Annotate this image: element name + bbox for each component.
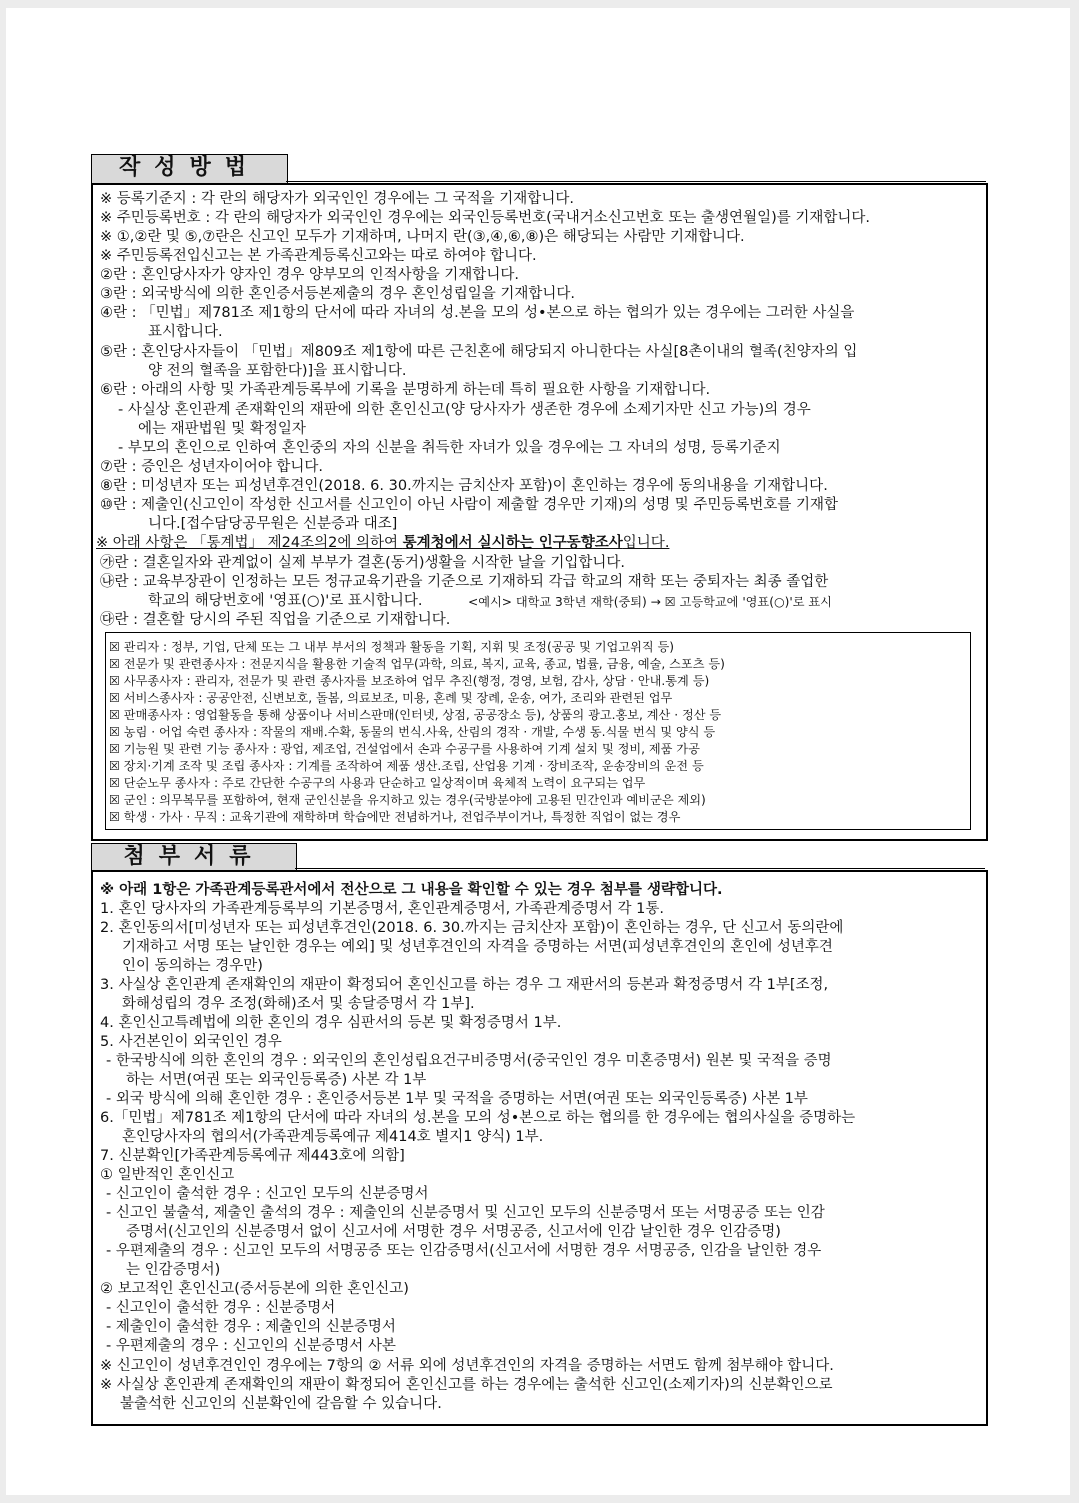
attach-line: ② 보고적인 혼인신고(증서등본에 의한 혼인신고) — [100, 1281, 409, 1297]
method-line: ⑥란 : 아래의 사항 및 가족관계등록부에 기록을 분명하게 하는데 특히 필요한 사항을 기재합니다. — [100, 382, 711, 398]
attach-line: - 우편제출의 경우 : 신고인의 신분증명서 사본 — [106, 1338, 396, 1354]
occupation-item: ☒ 학생 · 가사 · 무직 : 교육기관에 재학하며 학습에만 전념하거나, 전업주부이거나, 특정한 직업이 없는 경우 — [109, 810, 681, 824]
method-line: 표시합니다. — [148, 324, 223, 340]
method-line: 양 전의 혈족을 포함한다)]을 표시합니다. — [148, 363, 407, 379]
attach-line: 기재하고 서명 또는 날인한 경우는 예외] 및 성년후견인의 자격을 증명하는 서면(피성년후견인의 혼인에 성년후견 — [122, 939, 833, 955]
method-line: ②란 : 혼인당사자가 양자인 경우 양부모의 인적사항을 기재합니다. — [100, 267, 519, 283]
method-line: ※ ①,②란 및 ⑤,⑦란은 신고인 모두가 기재하며, 나머지 란(③,④,⑥,⑧)은 해당되는 사람만 기재합니다. — [100, 229, 745, 245]
stats-line: ㉮란 : 결혼일자와 관계없이 실제 부부가 결혼(동거)생활을 시작한 날을 기입합니다. — [100, 555, 626, 571]
attach-line: 2. 혼인동의서[미성년자 또는 피성년후견인(2018. 6. 30.까지는 금치산자 포함)이 혼인하는 경우, 단 신고서 동의란에 — [100, 920, 844, 936]
method-line: ※ 주민등록번호 : 각 란의 해당자가 외국인인 경우에는 외국인등록번호(국내거소신고번호 또는 출생연월일)를 기재합니다. — [100, 210, 870, 226]
attach-line: 7. 신분확인[가족관계등록예규 제443호에 의함] — [100, 1148, 405, 1164]
method-line: ④란 : 「민법」제781조 제1항의 단서에 따라 자녀의 성.본을 모의 성•본으로 하는 협의가 있는 경우에는 그러한 사실을 — [100, 305, 855, 321]
attach-line: - 우편제출의 경우 : 신고인 모두의 서명공증 또는 인감증명서(신고서에 서명한 경우 서명공증, 인감을 날인한 경우 — [106, 1243, 822, 1259]
stats-notice-prefix: ※ 아래 사항은 「통계법」 제24조의2에 의하여 — [96, 535, 403, 551]
attach-line: - 신고인이 출석한 경우 : 신분증명서 — [106, 1300, 336, 1316]
stats-notice-suffix: 입니다. — [622, 535, 670, 551]
stats-line: ㉯란 : 교육부장관이 인정하는 모든 정규교육기관을 기준으로 기재하되 각급 학교의 재학 또는 중퇴자는 최종 졸업한 — [100, 574, 829, 590]
method-line: ⑦란 : 증인은 성년자이어야 합니다. — [100, 459, 324, 475]
attach-line: - 신고인이 출석한 경우 : 신고인 모두의 신분증명서 — [106, 1186, 429, 1202]
attach-line: 1. 혼인 당사자의 가족관계등록부의 기본증명서, 혼인관계증명서, 가족관계증명서 각 1통. — [100, 901, 665, 917]
occupation-item: ☒ 서비스종사자 : 공공안전, 신변보호, 돌봄, 의료보조, 미용, 혼례 및 장례, 운송, 여가, 조리와 관련된 업무 — [109, 691, 673, 705]
attach-line: - 외국 방식에 의해 혼인한 경우 : 혼인증서등본 1부 및 국적을 증명하는 서면(여권 또는 외국인등록증) 사본 1부 — [106, 1091, 808, 1107]
attach-line: 증명서(신고인의 신분증명서 없이 신고서에 서명한 경우 서명공증, 신고서에 인감 날인한 경우 인감증명) — [126, 1224, 781, 1240]
method-line: - 사실상 혼인관계 존재확인의 재판에 의한 혼인신고(양 당사자가 생존한 경우에 소제기자만 신고 가능)의 경우 — [118, 402, 811, 418]
attach-line: ※ 신고인이 성년후견인인 경우에는 7항의 ② 서류 외에 성년후견인의 자격을 증명하는 서면도 함께 첨부해야 합니다. — [100, 1358, 834, 1374]
method-line: ⑧란 : 미성년자 또는 피성년후견인(2018. 6. 30.까지는 금치산자 포함)이 혼인하는 경우에 동의내용을 기재합니다. — [100, 478, 828, 494]
attach-line: 는 인감증명서) — [126, 1262, 221, 1278]
occupation-item: ☒ 장치·기계 조작 및 조립 종사자 : 기계를 조작하여 제품 생산.조립, 산업용 기계 · 장비조작, 운송장비의 운전 등 — [109, 759, 704, 773]
occupation-item: ☒ 전문가 및 관련종사자 : 전문지식을 활용한 기술적 업무(과학, 의료, 복지, 교육, 종교, 법률, 금융, 예술, 스포츠 등) — [109, 657, 725, 671]
attach-line: ① 일반적인 혼인신고 — [100, 1167, 235, 1183]
attach-line: 화해성립의 경우 조정(화해)조서 및 송달증명서 각 1부]. — [122, 996, 475, 1012]
occupation-item: ☒ 판매종사자 : 영업활동을 통해 상품이나 서비스판매(인터넷, 상점, 공공장소 등), 상품의 광고.홍보, 계산 · 정산 등 — [109, 708, 722, 722]
attach-title-rule — [295, 868, 985, 869]
attach-line: 하는 서면(여권 또는 외국인등록증) 사본 각 1부 — [126, 1072, 427, 1088]
occupation-item: ☒ 기능원 및 관련 기능 종사자 : 광업, 제조업, 건설업에서 손과 수공구를 사용하여 기계 설치 및 정비, 제품 가공 — [109, 742, 700, 756]
attach-line: - 제출인이 출석한 경우 : 제출인의 신분증명서 — [106, 1319, 396, 1335]
occupation-item: ☒ 사무종사자 : 관리자, 전문가 및 관련 종사자를 보조하여 업무 추진(행정, 경영, 보험, 감사, 상담 · 안내.통계 등) — [109, 674, 710, 688]
method-line: - 부모의 혼인으로 인하여 혼인중의 자의 신분을 취득한 자녀가 있을 경우에는 그 자녀의 성명, 등록기준지 — [118, 440, 781, 456]
stats-line: ㉰란 : 결혼할 당시의 주된 직업을 기준으로 기재합니다. — [100, 612, 451, 628]
occupation-item: ☒ 관리자 : 정부, 기업, 단체 또는 그 내부 부서의 정책과 활동을 기획, 지휘 및 조정(공공 및 기업고위직 등) — [109, 640, 675, 654]
occupation-item: ☒ 농림 · 어업 숙련 종사자 : 작물의 재배.수확, 동물의 번식.사육, 산림의 경작 · 개발, 수생 동.식물 번식 및 양식 등 — [109, 725, 716, 739]
stats-notice-bold: 통계청에서 실시하는 인구동향조사 — [402, 535, 623, 551]
method-line: ※ 주민등록전입신고는 본 가족관계등록신고와는 따로 하여야 합니다. — [100, 248, 537, 264]
occupation-item: ☒ 군인 : 의무복무를 포함하여, 현재 군인신분을 유지하고 있는 경우(국방분야에 고용된 민간인과 예비군은 제외) — [109, 793, 706, 807]
attach-line: 혼인당사자의 협의서(가족관계등록예규 제414호 별지1 양식) 1부. — [122, 1129, 544, 1145]
method-line: ③란 : 외국방식에 의한 혼인증서등본제출의 경우 혼인성립일을 기재합니다. — [100, 286, 575, 302]
method-line: 니다.[접수담당공무원은 신분증과 대조] — [148, 516, 398, 532]
attach-line: - 신고인 불출석, 제출인 출석의 경우 : 제출인의 신분증명서 및 신고인 모두의 신분증명서 또는 서명공증 또는 인감 — [106, 1205, 825, 1221]
method-line: ※ 등록기준지 : 각 란의 해당자가 외국인인 경우에는 그 국적을 기재합니다. — [100, 191, 574, 207]
attach-section-title: 첨부서류 — [91, 843, 297, 870]
attach-line: 불출석한 신고인의 신분확인에 갈음할 수 있습니다. — [120, 1396, 442, 1412]
stats-notice — [96, 534, 669, 552]
method-line: ⑩란 : 제출인(신고인이 작성한 신고서를 신고인이 아닌 사람이 제출할 경우만 기재)의 성명 및 주민등록번호를 기재합 — [100, 497, 839, 513]
attach-header: ※ 아래 1항은 가족관계등록관서에서 전산으로 그 내용을 확인할 수 있는 경우 첨부를 생략합니다. — [100, 882, 723, 898]
stats-example: <예시> 대학교 3학년 재학(중퇴) → ☒ 고등학교에 '영표(○)'로 표시 — [468, 595, 832, 609]
method-line: 에는 재판법원 및 확정일자 — [138, 421, 306, 437]
attach-line: 3. 사실상 혼인관계 존재확인의 재판이 확정되어 혼인신고를 하는 경우 그 재판서의 등본과 확정증명서 각 1부[조정, — [100, 977, 829, 993]
method-title-rule — [286, 181, 986, 182]
attach-line: 4. 혼인신고특례법에 의한 혼인의 경우 심판서의 등본 및 확정증명서 1부. — [100, 1015, 562, 1031]
stats-line: 학교의 해당번호에 '영표(○)'로 표시합니다. — [148, 593, 423, 609]
attach-line: 5. 사건본인이 외국인인 경우 — [100, 1034, 282, 1050]
attach-line: ※ 사실상 혼인관계 존재확인의 재판이 확정되어 혼인신고를 하는 경우에는 출석한 신고인(소제기자)의 신분확인으로 — [100, 1377, 833, 1393]
attach-line: 6.「민법」제781조 제1항의 단서에 따라 자녀의 성.본을 모의 성•본으로 하는 협의를 한 경우에는 협의사실을 증명하는 — [100, 1110, 856, 1126]
method-line: ⑤란 : 혼인당사자들이 「민법」제809조 제1항에 따른 근친혼에 해당되지 아니한다는 사실[8촌이내의 혈족(친양자의 입 — [100, 344, 858, 360]
occupation-item: ☒ 단순노무 종사자 : 주로 간단한 수공구의 사용과 단순하고 일상적이며 육체적 노력이 요구되는 업무 — [109, 776, 646, 790]
attach-line: 인이 동의하는 경우만) — [122, 958, 263, 974]
method-section-title: 작성방법 — [91, 154, 288, 183]
attach-line: - 한국방식에 의한 혼인의 경우 : 외국인의 혼인성립요건구비증명서(중국인인 경우 미혼증명서) 원본 및 국적을 증명 — [106, 1053, 832, 1069]
